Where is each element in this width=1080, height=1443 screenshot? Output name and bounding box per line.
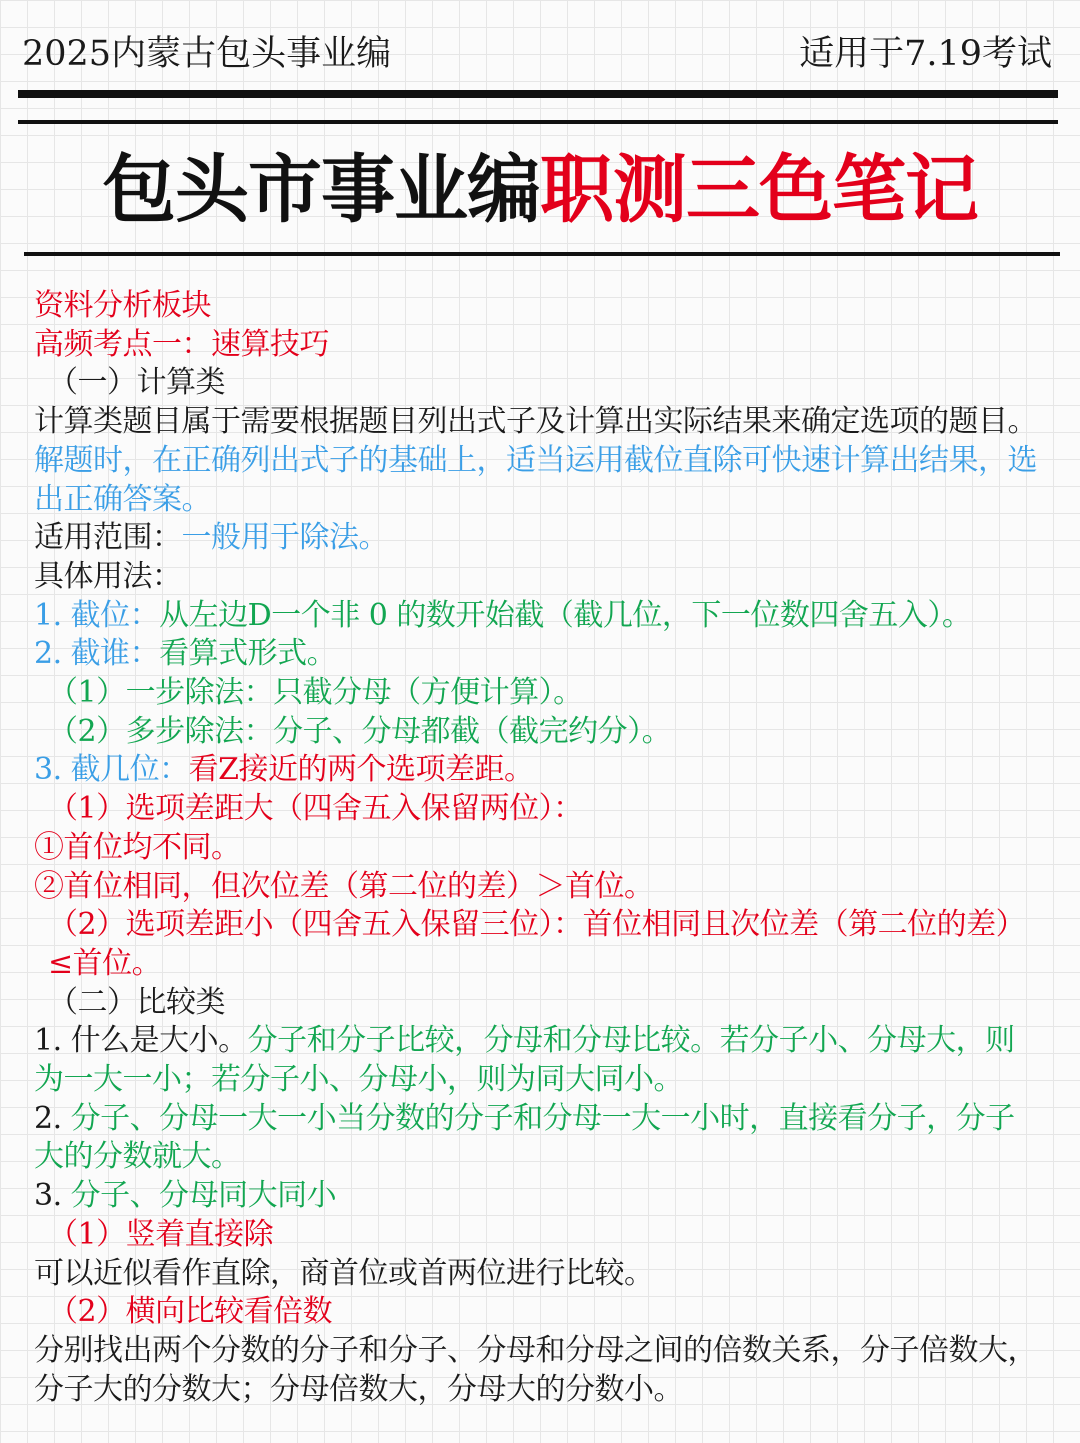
calc-intro-highlight: 解题时，在正确列出式子的基础上，适当运用截位直除可快速计算出结果，选出正确答案。 <box>34 442 1037 517</box>
item-truncate <box>34 597 1044 636</box>
compare-3-sub-2-text: 分别找出两个分数的分子和分子、分母和分母之间的倍数关系，分子倍数大，分子大的分数大；分母倍数大，分母大的分数小。 <box>34 1332 1037 1407</box>
page-header <box>22 26 1052 76</box>
compare-3-sub-1-text: 可以近似看作直除，商首位或首两位进行比较。 <box>34 1255 654 1291</box>
compare-1-label: 1. 什么是大小。 <box>34 1023 248 1059</box>
usage-heading: 具体用法： <box>34 558 182 594</box>
header-rule-thin <box>18 120 1058 124</box>
which-sub-2: （2）多步除法：分子、分母都截（截完约分）。 <box>48 713 672 749</box>
title-black-part: 包头市事业编 <box>102 147 540 233</box>
compare-item-1 <box>34 1022 1044 1099</box>
page-title <box>0 140 1080 240</box>
how-many-sub-1-b: ②首位相同，但次位差（第二位的差）＞首位。 <box>34 868 654 904</box>
header-rule-thick <box>18 90 1058 98</box>
compare-2-label: 2. <box>34 1100 71 1136</box>
how-many-sub-1: （1）选项差距大（四舍五入保留两位）： <box>48 791 583 827</box>
compare-item-3 <box>34 1177 1044 1216</box>
paragraph-calc-intro <box>34 403 1044 519</box>
which-text: 看算式形式。 <box>159 636 337 672</box>
compare-3-sub-2: （2）横向比较看倍数 <box>48 1294 333 1330</box>
which-label: 2. 截谁： <box>34 636 160 672</box>
how-many-label: 3. 截几位： <box>34 752 189 788</box>
title-rule <box>24 252 1060 256</box>
scope-value: 一般用于除法。 <box>181 520 388 556</box>
header-right-text: 适用于7.19考试 <box>799 34 1052 74</box>
how-many-sub-1-a: ①首位均不同。 <box>34 829 241 865</box>
scope-label: 适用范围： <box>34 520 182 556</box>
compare-3-text: 分子、分母同大同小 <box>70 1178 337 1214</box>
subsection-heading-calc: （一）计算类 <box>48 365 225 401</box>
compare-2-text: 分子、分母一大一小当分数的分子和分母一大一小时，直接看分子，分子大的分数就大。 <box>34 1100 1015 1175</box>
truncate-text: 从左边D一个非 0 的数开始截（截几位，下一位数四舍五入）。 <box>159 597 972 633</box>
compare-3-label: 3. <box>34 1178 71 1214</box>
item-how-many <box>34 751 1044 790</box>
paragraph-scope <box>34 519 1044 558</box>
item-which <box>34 635 1044 674</box>
compare-3-sub-1: （1）竖着直接除 <box>48 1216 274 1252</box>
topic-heading: 高频考点一：速算技巧 <box>34 326 329 362</box>
header-left-text: 2025内蒙古包头事业编 <box>22 34 392 74</box>
compare-item-2 <box>34 1100 1044 1177</box>
calc-intro-text: 计算类题目属于需要根据题目列出式子及计算出实际结果来确定选项的题目。 <box>34 404 1037 440</box>
how-many-sub-2: （2）选项差距小（四舍五入保留三位）：首位相同且次位差（第二位的差）≤首位。 <box>48 907 1026 981</box>
how-many-text: 看Z接近的两个选项差距。 <box>188 752 534 788</box>
truncate-label: 1. 截位： <box>34 597 160 633</box>
title-red-part: 职测三色笔记 <box>540 147 978 233</box>
section-heading: 资料分析板块 <box>34 288 211 323</box>
which-sub-1: （1）一步除法：只截分母（方便计算）。 <box>48 675 583 711</box>
subsection-heading-compare: （二）比较类 <box>48 984 225 1020</box>
notes-body <box>34 287 1044 1409</box>
compare-1-text: 分子和分子比较，分母和分母比较。若分子小、分母大，则为一大一小；若分子小、分母小，则为同大同小。 <box>34 1023 1015 1098</box>
